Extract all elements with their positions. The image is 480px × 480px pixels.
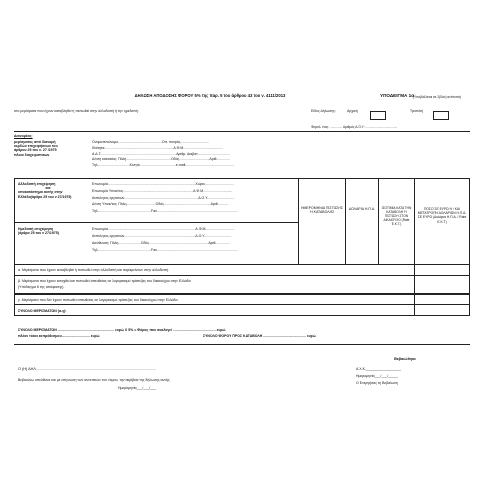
model-note: (Υποβάλλεται σε 2(δύο) αντίτυπα) [413, 94, 461, 99]
foreign-left-labels [18, 182, 90, 199]
domestic-label-line: (άρθρο 25 του ν 27/1975) [18, 231, 59, 236]
verification-title: Βεβαιώθηκε [394, 357, 416, 361]
table-column-divider [414, 305, 415, 316]
company-left-labels [14, 140, 84, 157]
column-header-date: ΗΜΕΡΟΜΗΝΙΑ ΠΙΣΤΩΣΗΣ Ή ΚΑΤΑΒΟΛΗΣ [300, 206, 344, 215]
company-label-line: κερδών επιχειρήσεων του [14, 144, 58, 149]
foreign-field[interactable]: Δ/νση Υποκ/τος: Πόλη..............................Οδός................................................Αριθ........... [92, 202, 229, 207]
totals-line-1: ΣΥΝΟΛΟ ΜΕΡΙΣΜΑΤΩΝ .......................................................... ευρώ Χ 5% = Φόρος που αναλογεί ............................................ ευρώ [18, 328, 226, 332]
foreign-label-line: Αλλοδαπή επιχείρηση [18, 182, 56, 186]
foreign-fields [92, 182, 292, 213]
company-label-line: άρθρου 25 του ν. 27 /1975 [14, 148, 57, 153]
foreign-label-line: υποκατάστημα αυτής στην [18, 190, 63, 195]
company-label-line: πλοιο διαχειριστικων [14, 152, 50, 157]
table-column-divider [298, 178, 299, 264]
totals-divider [14, 344, 470, 345]
row-c-label: γ. Μερίσματα που δεν έχουν πιστωθεί απευθείας σε λογαριασμό τράπεζας του δικαιούχου στην Ελλάδα. [18, 298, 179, 302]
table-row-divider [14, 275, 470, 276]
row-sum [14, 305, 470, 316]
domestic-field[interactable]: Διεύθυνση: Πόλη.......................Οδός.............................................................Αριθ............... [92, 241, 230, 245]
foreign-label-line: και [45, 186, 51, 191]
initial-label: Αρχική [347, 109, 358, 113]
tax-office-line: Φορολ. έτος: .............. Αριθμός Α.Ο.Υ: .................................... [311, 125, 398, 129]
company-field[interactable]: Ονοματεπώνυμο.............................................Οπ. πατρός............................. [92, 140, 209, 144]
domestic-field[interactable]: Επωνυμία..........................................................................................Α.Φ.Μ.............................. [92, 227, 235, 231]
column-header-rate: ΙΣΟΤΙΜΙΑ ΚΑΤΑ ΤΗΝ ΚΑΤΑΒΟΛΗ Ή ΠΙΣΤΩΣΗ ΣΤΟΝ ΔΙΚΑΙΟΥΧΟ (Rate E.K.T.) [381, 206, 412, 226]
section-heading: Διανομέας: [14, 134, 33, 138]
initial-checkbox[interactable] [370, 107, 386, 125]
amended-label: Τροπ/κή [410, 109, 424, 113]
table-column-divider [414, 294, 415, 305]
verification-ak[interactable]: Α.Χ.Κ.__________________ [356, 367, 401, 371]
table-row-divider [14, 222, 298, 223]
table-row-divider [14, 264, 470, 265]
table-column-divider [414, 178, 415, 294]
company-field[interactable]: Δ/νση κατοικίας: Πόλη..............................................Οδός...............................Αριθ.............. [92, 157, 231, 162]
table-column-divider [378, 178, 379, 264]
row-b-label: β. Μερίσματα που έχουν εισαχθεί και πιστωθεί απευθείας σε λογαριασμό τράπεζας του δικαιούχου στην Ελλάδα [18, 279, 191, 283]
row-b-note: (Υπόδειγμα 6 της απόφασης). [18, 285, 65, 289]
company-fields [92, 140, 302, 167]
table-column-divider [345, 178, 346, 264]
domestic-fields [92, 227, 292, 252]
foreign-field[interactable]: Τηλ.......................................................Fax................................................................................... [92, 209, 238, 214]
domestic-field[interactable]: Τηλ.......................................................Fax................................................................................... [92, 248, 238, 252]
verification-date[interactable]: Ημερομηνία___/___/_____ [356, 374, 398, 378]
company-field[interactable]: Τηλ.................................Κινητό.....................................e-mail.................................................. [92, 163, 234, 168]
amended-checkbox[interactable] [433, 107, 449, 125]
row-a-label: α. Μερίσματα που έχουν καταβληθεί ή πιστωθεί στην αλλοδαπή και παραμείνουν στην αλλοδαπή. [18, 268, 169, 272]
column-header-eur: ΠΟΣΟ ΣΕ ΕΥΡΩ Η / ΚΑΙ ΜΕΤΑΤΡΟΠΗ ΔΟΛΑΡΙΩΝ Η.Π.Α. ΣΕ ΕΥΡΩ (Δολάρια Η.Π.Α. / Rate Ε.Κ.Τ) [417, 207, 467, 224]
header-divider [14, 131, 470, 132]
sum-label: ΣΥΝΟΛΟ ΜΕΡΙΣΜΑΤΩΝ (α-γ): [18, 309, 67, 313]
foreign-field[interactable]: Επωνυμία Υποκ/τος........................................................................Α.Φ.Μ.............................. [92, 188, 233, 193]
domestic-field[interactable]: Αντίκλητος εργασιών.........................................................................Δ.Ο.Υ............................ [92, 234, 232, 238]
company-label-line: μερίσματος από διανομή [14, 140, 56, 144]
subtitle: στο μερίσματα που έχουν καταβληθεί ή πιστωθεί στην αλλοδαπή ή την ημεδαπή. [14, 109, 139, 113]
totals-interest: πλέον τόκοι εκπρόθεσμου............................. ευρώ [18, 334, 100, 338]
foreign-field[interactable]: Αντίκλητος εργασιών............................................................................Δ.Ο.Υ............................ [92, 195, 235, 200]
document-title: ΔΗΛΩΣΗ ΑΠΟΔΟΣΗΣ ΦΟΡΟΥ 5% της παρ. 5 του άρθρου 43 του ν. 4111/2013 [134, 93, 286, 98]
declaration-type-label: Είδος Δήλωσης: [311, 109, 336, 113]
domestic-label-line: Ημεδαπή επιχείρηση [18, 227, 54, 231]
foreign-label-line: Ελλάδα(άρθρο 25 του ν 27/1975) [18, 194, 72, 199]
company-field[interactable]: Ιδιότητα:......................................................................Α.Φ.Μ......................................... [92, 145, 224, 150]
domestic-left-labels [18, 227, 90, 235]
declaration-date[interactable]: Ημερομηνία___/___/___ [118, 386, 157, 390]
declaration-statement: Βεβαιώνω υπεύθυνα και με επίγνωση των συνεπειών του νόμου, την ακρίβεια της δήλωσης αυτής. [18, 378, 171, 382]
foreign-field[interactable]: Επωνυμία..........................................................................................Χώρα.............................. [92, 182, 234, 186]
declarant-line[interactable]: Ο (Η) ΔΗΛ.................................................................................................................. [18, 367, 157, 371]
column-header-usd: ΔΟΛΑΡΙΑ Η.Π.Α. [348, 207, 376, 211]
model-label: ΥΠΟΔΕΙΓΜΑ 1α [380, 93, 415, 98]
totals-payable: ΣΥΝΟΛΟ ΦΟΡΟΥ ΠΡΟΣ ΚΑΤΑΒΟΛΗ ............................................ ευρώ [203, 334, 316, 338]
company-field[interactable]: Α.Δ.Τ..............................................................................Αριθμ. Διαβατ................................. [92, 151, 230, 156]
verification-officer: Ο Ενεργήσας τη Βεβαίωση [356, 381, 398, 385]
